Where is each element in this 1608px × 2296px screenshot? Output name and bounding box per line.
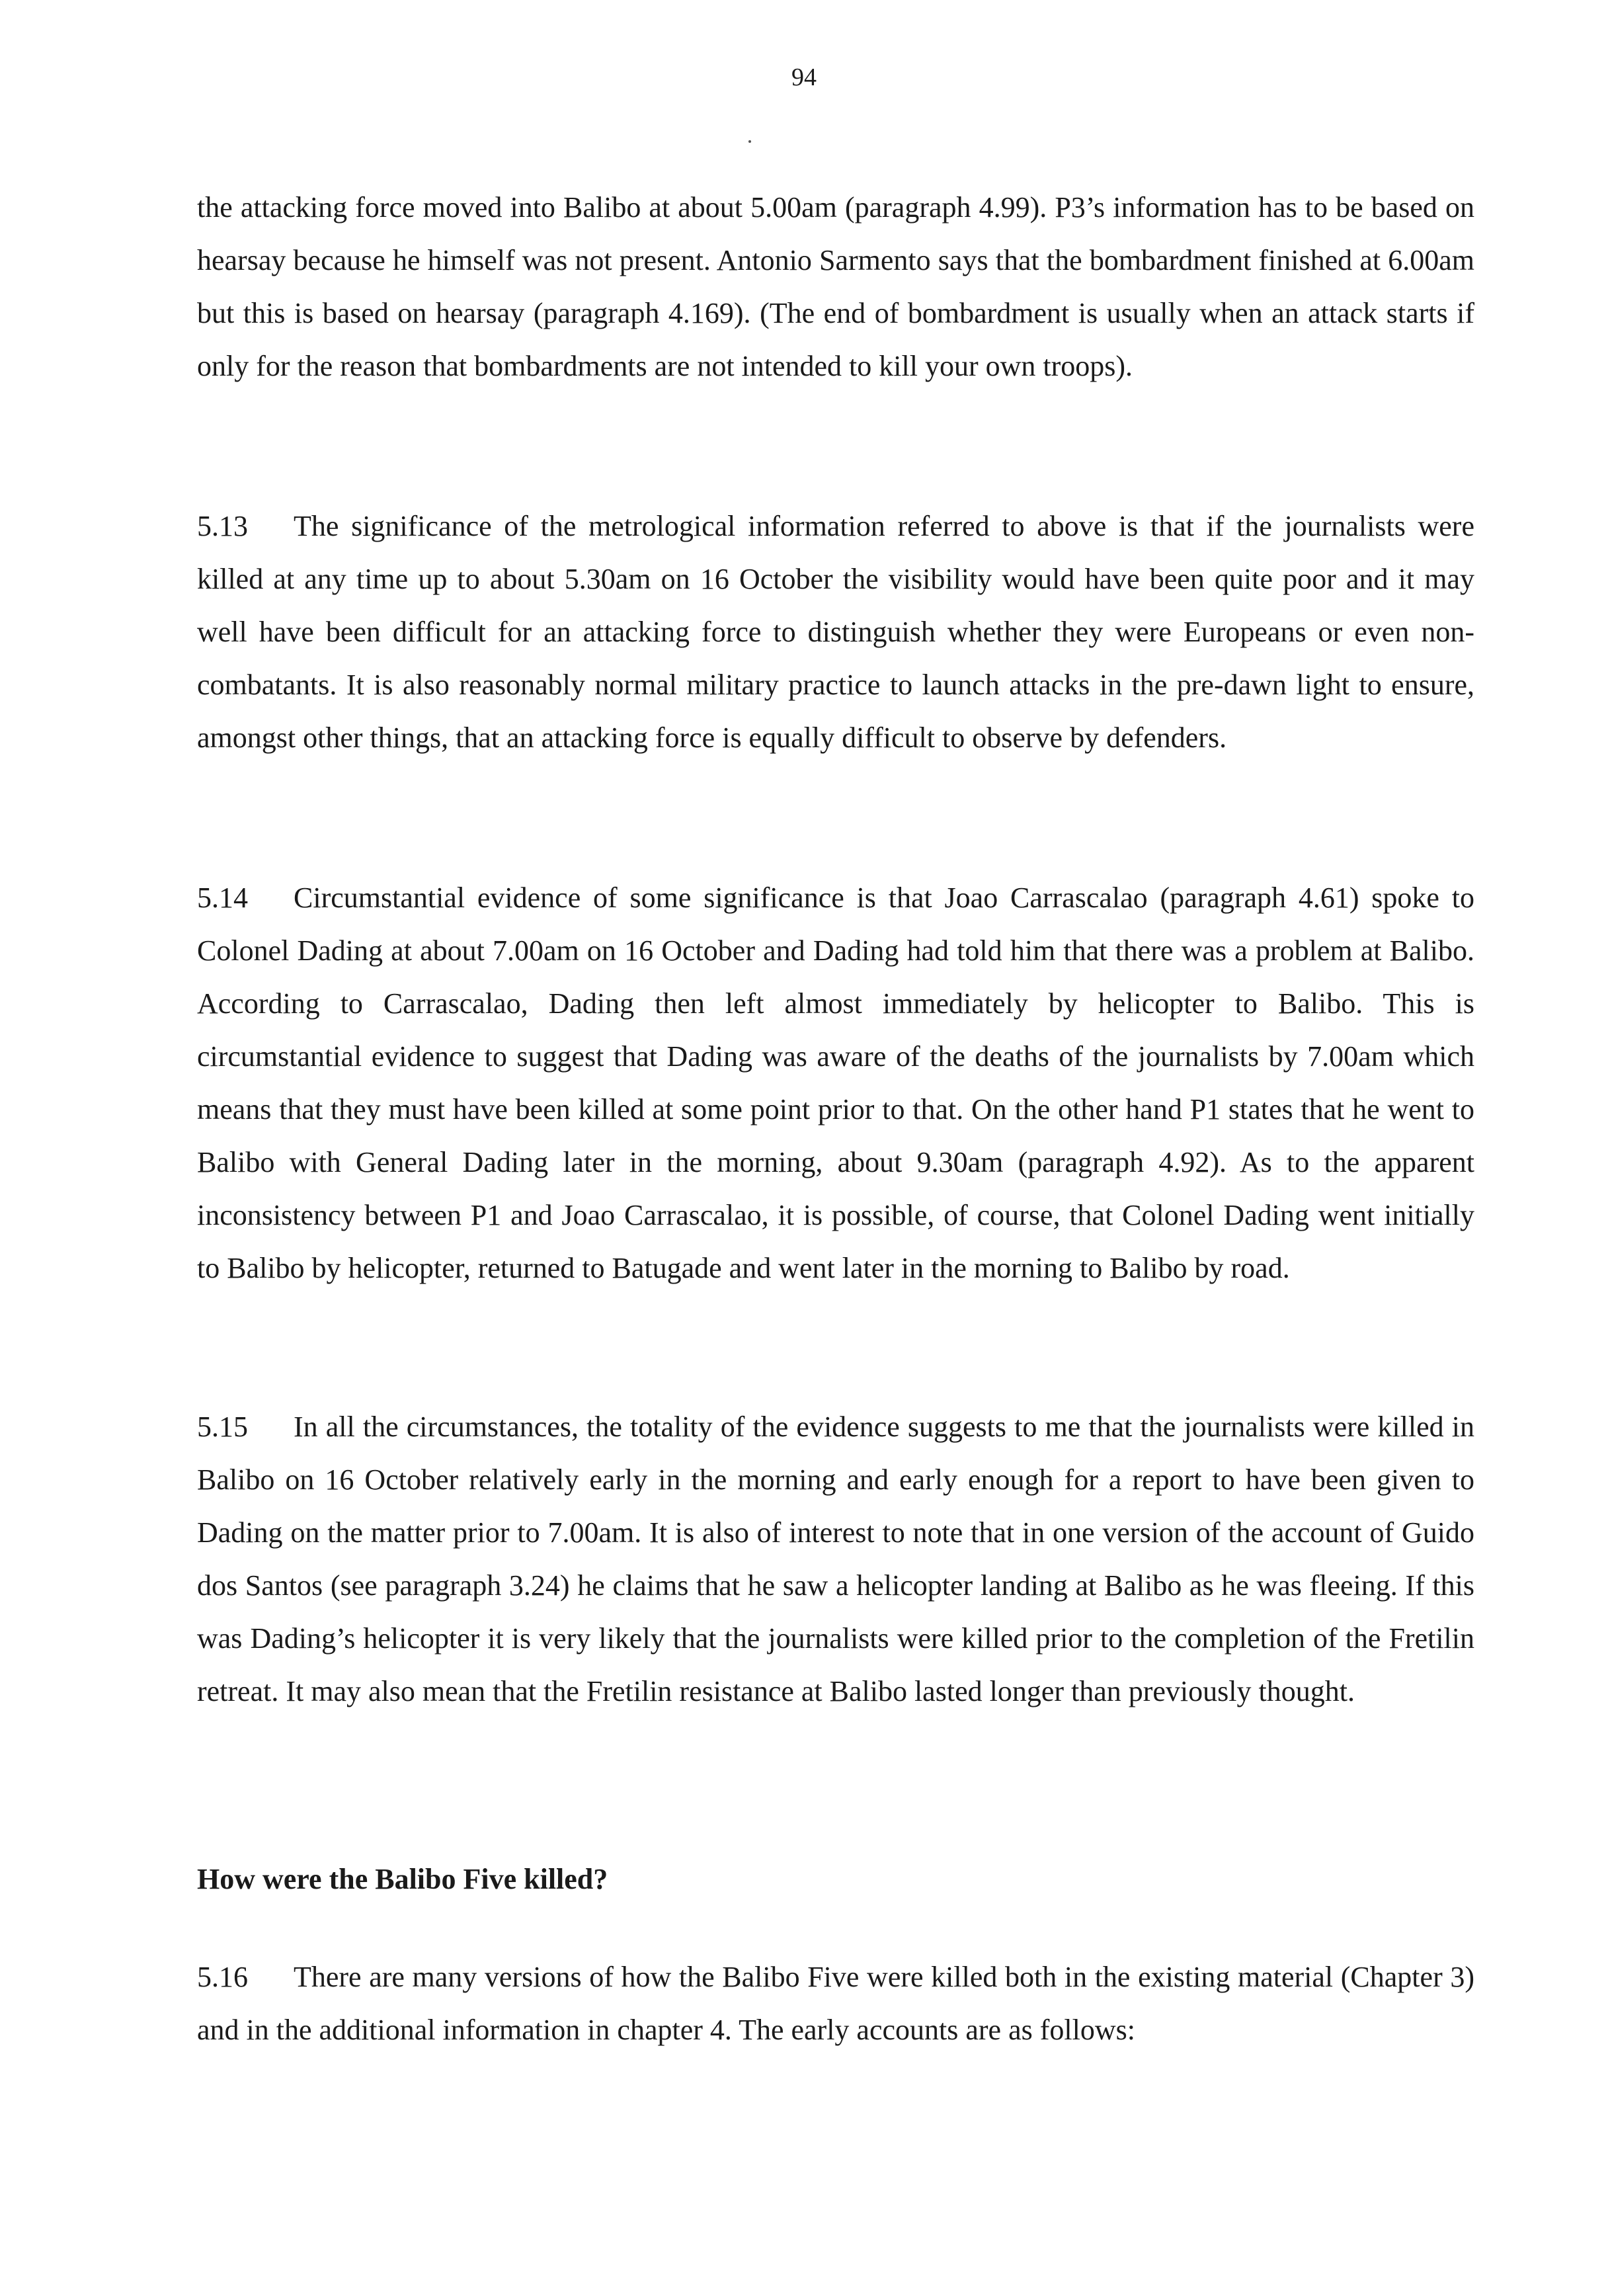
paragraph-text: Circumstantial evidence of some significance is that Joao Carrascalao (paragraph 4.61) spoke to Colonel Dading at about 7.00am on 16 October and Dading had told him that there was a problem at Balibo. According to Carrascalao, Dading then left almost immediately by helicopter to Balibo. This is circumstantial evidence to suggest that Dading was aware of the deaths of the journalists by 7.00am which means that they must have been killed at some point prior to that. On the other hand P1 states that he went to Balibo with General Dading later in the morning, about 9.30am (paragraph 4.92). As to the apparent inconsistency between P1 and Joao Carrascalao, it is possible, of course, that Colonel Dading went initially to Balibo by helicopter, returned to Batugade and went later in the morning to Balibo by road. <box>197 882 1474 1284</box>
paragraph-number: 5.16 <box>197 1961 248 1993</box>
section-heading: How were the Balibo Five killed? <box>197 1863 608 1895</box>
paragraph-5-15 <box>197 1401 1474 1718</box>
scan-speck <box>748 140 751 143</box>
paragraph-number: 5.13 <box>197 510 248 542</box>
paragraph-5-13 <box>197 500 1474 764</box>
paragraph-continued: the attacking force moved into Balibo at about 5.00am (paragraph 4.99). P3’s information has to be based on hearsay because he himself was not present. Antonio Sarmento says that the bombardment finished at 6.00am but this is based on hearsay (paragraph 4.169). (The end of bombardment is usually when an attack starts if only for the reason that bombardments are not intended to kill your own troops). <box>197 191 1474 382</box>
paragraph-text: The significance of the metrological information referred to above is that if the journalists were killed at any time up to about 5.30am on 16 October the visibility would have been quite poor and it may well have been difficult for an attacking force to distinguish whether they were Europeans or even non-combatants. It is also reasonably normal military practice to launch attacks in the pre-dawn light to ensure, amongst other things, that an attacking force is equally difficult to observe by defenders. <box>197 510 1474 754</box>
paragraph-number: 5.14 <box>197 882 248 914</box>
paragraph-5-16 <box>197 1951 1474 2057</box>
paragraph-text: There are many versions of how the Balibo Five were killed both in the existing material (Chapter 3) and in the additional information in chapter 4. The early accounts are as follows: <box>197 1961 1474 2046</box>
paragraph-5-14 <box>197 872 1474 1295</box>
page-number: 94 <box>791 63 817 91</box>
paragraph-text: In all the circumstances, the totality of the evidence suggests to me that the journalists were killed in Balibo on 16 October relatively early in the morning and early enough for a report to have been given to Dading on the matter prior to 7.00am. It is also of interest to note that in one version of the account of Guido dos Santos (see paragraph 3.24) he claims that he saw a helicopter landing at Balibo as he was fleeing. If this was Dading’s helicopter it is very likely that the journalists were killed prior to the completion of the Fretilin retreat. It may also mean that the Fretilin resistance at Balibo lasted longer than previously thought. <box>197 1411 1474 1707</box>
paragraph-number: 5.15 <box>197 1411 248 1443</box>
